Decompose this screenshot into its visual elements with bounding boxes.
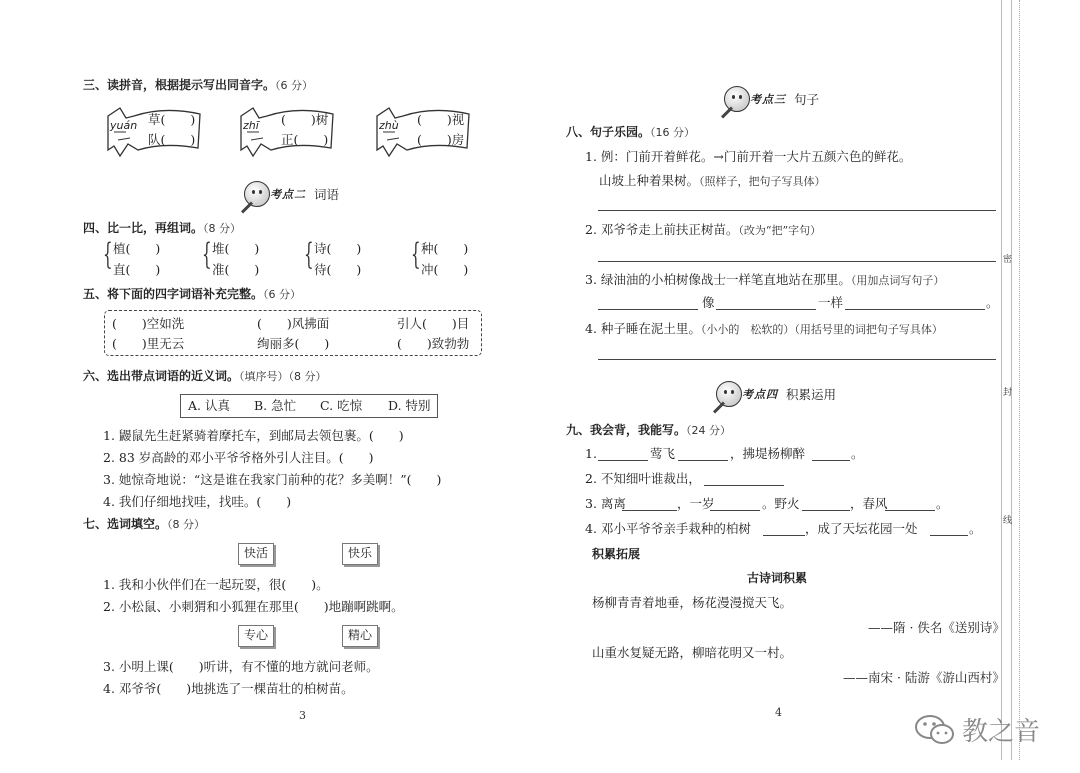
flag-line-2: ( )房 [417, 132, 465, 147]
compare-char: 待( ) [314, 262, 362, 277]
fill-blank-3c[interactable] [845, 309, 985, 310]
flag-line-1: 草( ) [148, 112, 196, 127]
s9-l4-a: 4. 邓小平爷爷亲手栽种的柏树 [585, 521, 751, 536]
s9-blank-3c[interactable] [802, 510, 850, 511]
section4-title: 四、比一比，再组词。（8 分） [83, 221, 242, 235]
pinyin-flag [237, 104, 332, 156]
answer-line-4[interactable] [598, 359, 996, 360]
section7-title: 七、选词填空。（8 分） [83, 517, 206, 531]
compare-char: 植( ) [113, 241, 161, 256]
s9-blank-1b[interactable] [678, 460, 728, 461]
s7-item-1: 1. 我和小伙伴们在一起玩耍，很( )。 [103, 577, 329, 592]
s8-q1-sentence: 山坡上种着果树。（照样子，把句子写具体） [599, 173, 826, 188]
section3-title: 三、读拼音，根据提示写出同音字。（6 分） [83, 78, 314, 92]
margin-xian: 线 [1003, 516, 1013, 526]
idiom-4: ( )里无云 [112, 336, 185, 351]
page-number-right: 4 [775, 706, 782, 719]
fill-blank-3a[interactable] [598, 309, 698, 310]
pinyin-flag [373, 104, 468, 156]
answer-line-2[interactable] [598, 261, 996, 262]
s8-q1: 1. 例：门前开着鲜花。→门前开着一大片五颜六色的鲜花。 [585, 149, 912, 164]
s6-item-1: 1. 鼹鼠先生赶紧骑着摩托车，到邮局去领包裹。( ) [103, 428, 404, 443]
flag-line-1: ( )树 [281, 112, 329, 127]
s9-l2: 2. 不知细叶谁裁出， [585, 471, 701, 486]
binding-line-3 [1019, 0, 1020, 760]
option-a: A. 认真 [188, 398, 230, 413]
s9-blank-3a[interactable] [622, 510, 677, 511]
s9-l3-b: ，一岁 [677, 496, 715, 511]
pinyin-text: yuán [110, 119, 138, 132]
pinyin-text: zhù [379, 119, 399, 132]
s9-blank-1c[interactable] [812, 460, 850, 461]
brace: { [103, 237, 113, 272]
word-kuaihuo: 快活 [238, 543, 274, 565]
word-zhuanxin: 专心 [238, 625, 274, 647]
s9-l3-a: 3. 离离 [585, 496, 626, 511]
flag-line-2: 正( ) [281, 132, 329, 147]
brace: { [411, 237, 421, 272]
answer-line-1[interactable] [598, 210, 996, 211]
word-kuaile: 快乐 [342, 543, 378, 565]
badge-kaodian3: 考点三 句子 [724, 83, 819, 114]
wechat-icon [914, 713, 956, 747]
option-c: C. 吃惊 [320, 398, 363, 413]
s9-l4-c: 。 [969, 521, 982, 536]
s9-blank-1a[interactable] [598, 460, 648, 461]
margin-mi: 密 [1003, 255, 1013, 265]
margin-feng: 封 [1003, 388, 1013, 398]
compare-char: 诗( ) [314, 241, 362, 256]
idiom-5: 绚丽多( ) [257, 336, 330, 351]
compare-char: 种( ) [421, 241, 469, 256]
s9-l3-c: 。野火 [762, 496, 800, 511]
poem-2-source: ——南宋 · 陆游《游山西村》 [843, 670, 1005, 685]
binding-line-1 [1001, 0, 1002, 760]
s9-blank-4b[interactable] [930, 535, 968, 536]
page-number-left: 3 [299, 709, 306, 722]
section5-title: 五、将下面的四字词语补充完整。（6 分） [83, 287, 302, 301]
s8-q2: 2. 邓爷爷走上前扶正树苗。（改为“把”字句） [585, 222, 822, 237]
badge-kaodian2: 考点二 词语 [244, 178, 339, 209]
s6-item-4: 4. 我们仔细地找哇，找哇。( ) [103, 494, 292, 509]
ext-title: 积累拓展 [592, 547, 641, 561]
s9-l3-d: ，春风 [850, 496, 888, 511]
flag-line-2: 队( ) [148, 132, 196, 147]
idiom-2: ( )风拂面 [257, 316, 330, 331]
s9-blank-2[interactable] [704, 485, 784, 486]
fill-period: 。 [986, 295, 999, 310]
s8-q4: 4. 种子睡在泥土里。（小小的 松软的）（用括号里的词把句子写具体） [585, 321, 943, 336]
s9-l3-e: 。 [936, 496, 949, 511]
binding-line-2 [1011, 0, 1012, 760]
brace: { [202, 237, 212, 272]
s9-l1-a: 莺飞 [650, 446, 676, 461]
compare-char: 堆( ) [212, 241, 260, 256]
word-jingxin: 精心 [342, 625, 378, 647]
s9-blank-3d[interactable] [885, 510, 935, 511]
s9-blank-4a[interactable] [763, 535, 805, 536]
idiom-3: 引人( )目 [397, 316, 470, 331]
s7-item-2: 2. 小松鼠、小刺猬和小狐狸在那里( )地蹦啊跳啊。 [103, 599, 404, 614]
fill-blank-3b[interactable] [716, 309, 816, 310]
pinyin-flag [104, 104, 199, 156]
pinyin-text: zhī [243, 119, 259, 132]
s9-l4-b: ，成了天坛花园一处 [805, 521, 918, 536]
s9-l1-c: 。 [851, 446, 864, 461]
fill-yiyang: 一样 [818, 295, 844, 310]
s9-l1-b: ，拂堤杨柳醉 [730, 446, 806, 461]
s7-item-4: 4. 邓爷爷( )地挑选了一棵苗壮的柏树苗。 [103, 681, 354, 696]
poem-1-source: ——隋 · 佚名《送别诗》 [868, 620, 1005, 635]
poem-1: 杨柳青青着地垂，杨花漫漫搅天飞。 [592, 595, 793, 610]
s7-item-3: 3. 小明上课( )听讲，有不懂的地方就问老师。 [103, 659, 379, 674]
s6-item-3: 3. 她惊奇地说：“这是谁在我家门前种的花？多美啊！”( ) [103, 472, 442, 487]
option-b: B. 急忙 [254, 398, 297, 413]
section8-title: 八、句子乐园。（16 分） [566, 125, 696, 139]
idiom-1: ( )空如洗 [112, 316, 185, 331]
ext-subtitle: 古诗词积累 [747, 571, 808, 585]
idiom-6: ( )致勃勃 [397, 336, 470, 351]
section9-title: 九、我会背，我能写。（24 分） [566, 423, 732, 437]
s8-q3: 3. 绿油油的小柏树像战士一样笔直地站在那里。（用加点词写句子） [585, 272, 945, 287]
section6-title: 六、选出带点词语的近义词。（填序号）（8 分） [83, 369, 327, 383]
compare-char: 直( ) [113, 262, 161, 277]
s6-item-2: 2. 83 岁高龄的邓小平爷爷格外引人注目。( ) [103, 450, 374, 465]
brace: { [304, 237, 314, 272]
poem-2: 山重水复疑无路，柳暗花明又一村。 [592, 645, 793, 660]
option-d: D. 特别 [388, 398, 431, 413]
s9-l1-num: 1. [585, 446, 597, 461]
watermark: 教之音 [914, 711, 1040, 748]
s9-blank-3b[interactable] [710, 510, 760, 511]
compare-char: 冲( ) [421, 262, 469, 277]
badge-kaodian4: 考点四 积累运用 [716, 378, 836, 409]
flag-line-1: ( )视 [417, 112, 465, 127]
fill-xiang: 像 [702, 295, 715, 310]
compare-char: 准( ) [212, 262, 260, 277]
